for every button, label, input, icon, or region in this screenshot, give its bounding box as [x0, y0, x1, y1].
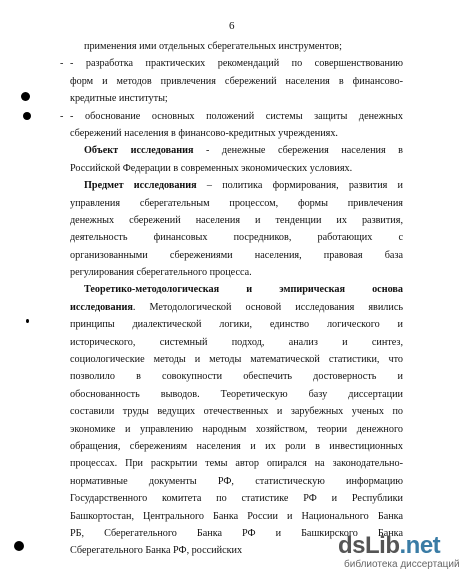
text-line: составили труды ведущих отечественных и зарубежных ученых по — [70, 406, 403, 418]
punch-hole-mark — [23, 112, 31, 120]
text-line: сбережений населения в финансово-кредитных учреждениях. — [70, 127, 338, 139]
paragraph-basis-heading — [70, 281, 403, 298]
text-line: экономике и управлению народным хозяйством, теории денежного — [70, 423, 403, 435]
text-line: нормативные документы РФ, статистическую информацию — [70, 475, 403, 487]
text-line: денежных сбережений населения и тенденции их развития, — [70, 214, 403, 226]
text-line: применения ими отдельных сберегательных инструментов; — [84, 41, 342, 52]
text-line: Башкортостан, Центрального Банка России и Национального Банка — [70, 510, 403, 522]
dslib-logo: dsLib.net — [338, 532, 441, 559]
text-line: - - обоснование основных положений системы защиты денежных — [60, 110, 403, 122]
text-line: РБ, Сберегательного Банка РФ и Башкирского Банка — [70, 527, 403, 539]
term-subject: Предмет исследования — [84, 180, 197, 192]
punch-hole-mark — [14, 541, 24, 551]
text-line: процессах. При раскрытии темы автор опирался на законодательно- — [70, 458, 403, 470]
text-line: позволило в совокупности обеспечить достоверность и — [70, 371, 403, 383]
paragraph-object: Объект исследования - денежные сбережения населения в — [84, 145, 403, 157]
text-line: деятельность финансовых посредников, работающих с — [70, 232, 403, 244]
text-line: Государственного комитета по статистике РФ и Республики — [70, 493, 403, 505]
term-object: Объект исследования — [84, 145, 194, 157]
term-basis-cont: исследования — [70, 301, 133, 313]
punch-hole-mark — [21, 92, 30, 101]
text-line: Российской Федерации в современных экономических условиях. — [70, 162, 353, 174]
text-line: исследования. Методологической основой исследования явились — [70, 301, 403, 313]
page-number: 6 — [229, 20, 235, 32]
text-line: регулирования сберегательного процесса. — [70, 267, 252, 279]
text-line: социологические методы и методы математической статистики, что — [70, 354, 403, 366]
text-line: обращения, сбережениям населения и их роли в инвестиционных — [70, 440, 403, 452]
text-line: Сберегательного Банка РФ, российских — [70, 545, 243, 557]
term-basis: Теоретико-методологическая и эмпирическая основа — [84, 284, 403, 296]
text-line: обоснованность выводов. Теоретическую базу диссертации — [70, 388, 403, 400]
dslib-watermark — [330, 530, 460, 577]
text-line: управления сберегательным процессом, формы привлечения — [70, 197, 403, 209]
text-line: форм и методов привлечения сбережений населения в финансово- — [70, 75, 403, 87]
ink-speck — [26, 319, 29, 323]
text-line: принципы диалектической логики, единство логического и — [70, 319, 403, 331]
text-line: кредитные институты; — [70, 93, 168, 105]
text-line: - - разработка практических рекомендаций по совершенствованию — [60, 58, 403, 70]
document-body — [60, 38, 403, 560]
paragraph-subject: Предмет исследования – политика формирования, развития и — [84, 180, 403, 192]
dslib-subtitle: библиотека диссертаций — [344, 559, 460, 570]
text-line: исторического, системный подход, анализ и синтез, — [70, 336, 403, 348]
text-line: организованными сбережениями населения, правовая база — [70, 249, 403, 261]
